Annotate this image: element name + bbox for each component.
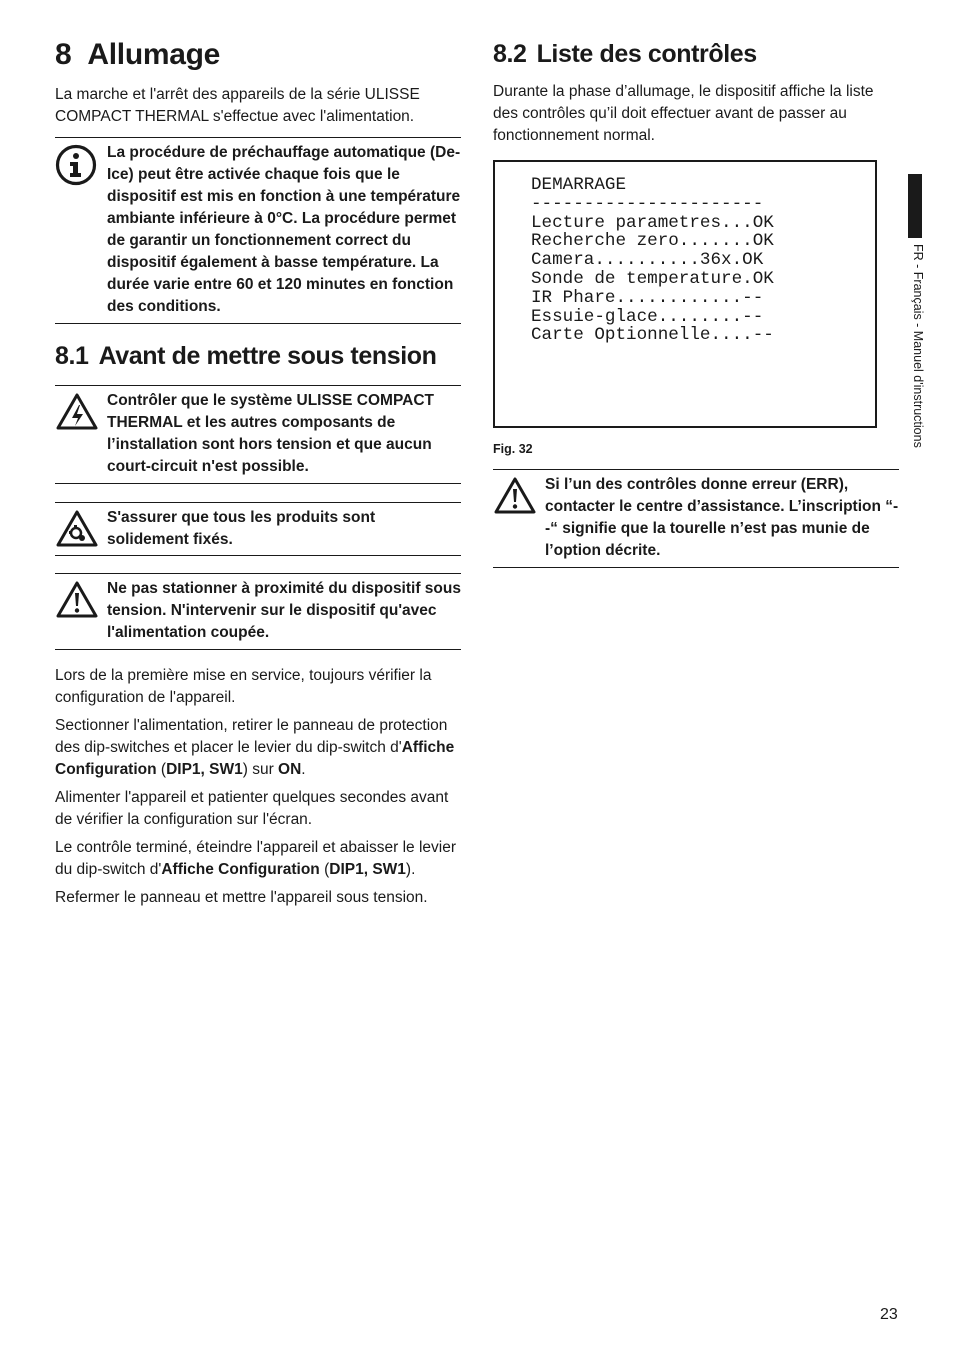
text-run: ( [156, 761, 167, 778]
left-column [55, 38, 461, 909]
figure-caption: Fig. 32 [493, 442, 533, 456]
right-column [493, 40, 899, 568]
fixing-warning-notice [55, 502, 461, 556]
section-number: 8.2 [493, 40, 527, 68]
assistance-warning-text: Si l’un des contrôles donne erreur (ERR), contacter le centre d’assistance. L’inscription “- -“ signifie que la tourelle n’est pas munie de l’option décrite. [545, 476, 899, 559]
language-tab-label: FR - Français - Manuel d'instructions [911, 244, 925, 448]
info-icon [55, 142, 107, 186]
startup-screen-text [531, 176, 875, 345]
info-notice [55, 137, 461, 324]
electric-warning-notice [55, 385, 461, 484]
electric-warning-text: Contrôler que le système ULISSE COMPACT THERMAL et les autres composants de l’installation sont hors tension et que aucun court-circuit n'est possible. [107, 392, 434, 475]
intro-paragraph: La marche et l'arrêt des appareils de la série ULISSE COMPACT THERMAL s'effectue avec l'alimentation. [55, 86, 420, 125]
section-heading-8-1 [55, 342, 461, 371]
chapter-title [55, 38, 461, 72]
section-title: Liste des contrôles [536, 40, 757, 68]
paragraph-power-on: Alimenter l'appareil et patienter quelques secondes avant de vérifier la configuration sur l'écran. [55, 789, 449, 828]
info-notice-text: La procédure de préchauffage automatique (De-Ice) peut être activée chaque fois que le dispositif est mis en fonction à une température ambiante inférieure à 0°C. La procédure permet de garantir un fonctionnement correct du dispositif également à basse température. La durée varie entre 60 et 120 minutes en fonction des conditions. [107, 144, 461, 315]
checks-intro-paragraph: Durante la phase d’allumage, le dispositif affiche la liste des contrôles qu’il doit effectuer avant de passer au fonctionnement normal. [493, 83, 874, 144]
screen-line: Recherche zero.......OK [531, 231, 774, 252]
text-run-bold: DIP1, SW1 [329, 861, 406, 878]
section-title: Avant de mettre sous tension [98, 342, 437, 370]
text-run: Le contrôle terminé, éteindre l'appareil et abaisser le levier du dip-switch d' [55, 839, 457, 878]
screen-line: DEMARRAGE [531, 175, 627, 195]
text-run-bold: Affiche Configuration [55, 739, 455, 778]
screen-line: ---------------------- [531, 193, 764, 214]
screen-line: Camera..........36x.OK [531, 250, 764, 271]
section-heading-8-2 [493, 40, 899, 69]
screen-line: Carte Optionnelle....-- [531, 325, 774, 346]
text-run-bold: Affiche Configuration [161, 861, 320, 878]
startup-screen-figure [493, 160, 877, 428]
text-run-bold: DIP1, SW1 [166, 761, 243, 778]
warning-icon [493, 474, 545, 516]
screen-line: Sonde de temperature.OK [531, 268, 774, 289]
paragraph-dip-off [55, 837, 461, 881]
text-run-bold: ON [278, 761, 302, 778]
paragraph-first-use: Lors de la première mise en service, toujours vérifier la configuration de l'appareil. [55, 667, 432, 706]
fixing-warning-text: S'assurer que tous les produits sont solidement fixés. [107, 509, 376, 548]
section-number: 8.1 [55, 342, 89, 370]
general-warning-notice [55, 573, 461, 650]
screen-line: IR Phare............-- [531, 287, 764, 308]
text-run: . [301, 761, 306, 778]
text-run: Sectionner l'alimentation, retirer le panneau de protection des dip-switches et placer le levier du dip-switch d' [55, 717, 448, 756]
assistance-warning-notice [493, 469, 899, 568]
text-run: ) sur [242, 761, 279, 778]
language-tab-marker [908, 174, 922, 238]
page-number: 23 [880, 1306, 898, 1323]
screen-line: Essuie-glace........-- [531, 306, 764, 327]
screen-line: Lecture parametres...OK [531, 212, 774, 233]
general-warning-text: Ne pas stationner à proximité du dispositif sous tension. N'intervenir sur le dispositif qu'avec l'alimentation coupée. [107, 580, 461, 641]
paragraph-dip-on [55, 715, 461, 781]
text-run: ). [405, 861, 416, 878]
chapter-number: 8 [55, 38, 72, 71]
paragraph-close-panel: Refermer le panneau et mettre l'appareil sous tension. [55, 889, 428, 906]
text-run: ( [319, 861, 330, 878]
mechanical-hazard-icon [55, 507, 107, 549]
warning-icon [55, 578, 107, 620]
electric-hazard-icon [55, 390, 107, 432]
chapter-title-text: Allumage [87, 38, 221, 71]
